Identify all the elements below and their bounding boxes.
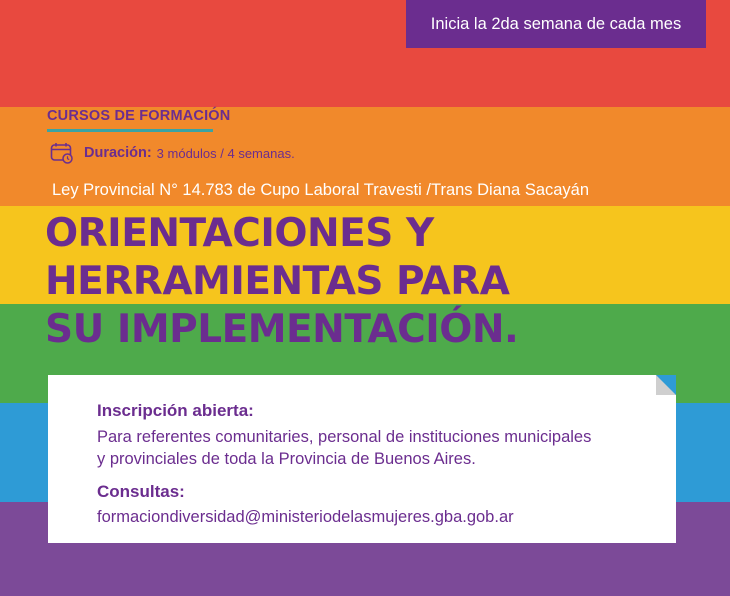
enrollment-heading: Inscripción abierta: bbox=[97, 401, 254, 420]
schedule-badge: Inicia la 2da semana de cada mes bbox=[406, 0, 706, 48]
enrollment-text-line: Para referentes comunitaries, personal de instituciones municipales bbox=[97, 428, 592, 446]
calendar-clock-icon bbox=[50, 142, 74, 164]
course-title-line: SU IMPLEMENTACIÓN. bbox=[45, 307, 519, 352]
law-reference: Ley Provincial N° 14.783 de Cupo Laboral Travesti /Trans Diana Sacayán bbox=[52, 181, 590, 199]
course-title bbox=[45, 210, 518, 354]
duration-label: Duración: bbox=[84, 145, 152, 161]
category-underline bbox=[47, 129, 213, 132]
category-label: CURSOS DE FORMACIÓN bbox=[47, 108, 231, 124]
duration-value: 3 módulos / 4 semanas. bbox=[156, 145, 295, 161]
card-fold-corner bbox=[656, 375, 676, 395]
contact-email[interactable]: formaciondiversidad@ministeriodelasmujeres.gba.gob.ar bbox=[97, 508, 514, 526]
duration-row bbox=[50, 142, 295, 164]
info-card bbox=[48, 375, 676, 543]
course-title-line: HERRAMIENTAS PARA bbox=[45, 259, 510, 304]
contact-heading: Consultas: bbox=[97, 482, 185, 501]
course-title-line: ORIENTACIONES Y bbox=[45, 211, 434, 256]
enrollment-text-line: y provinciales de toda la Provincia de Buenos Aires. bbox=[97, 450, 476, 468]
